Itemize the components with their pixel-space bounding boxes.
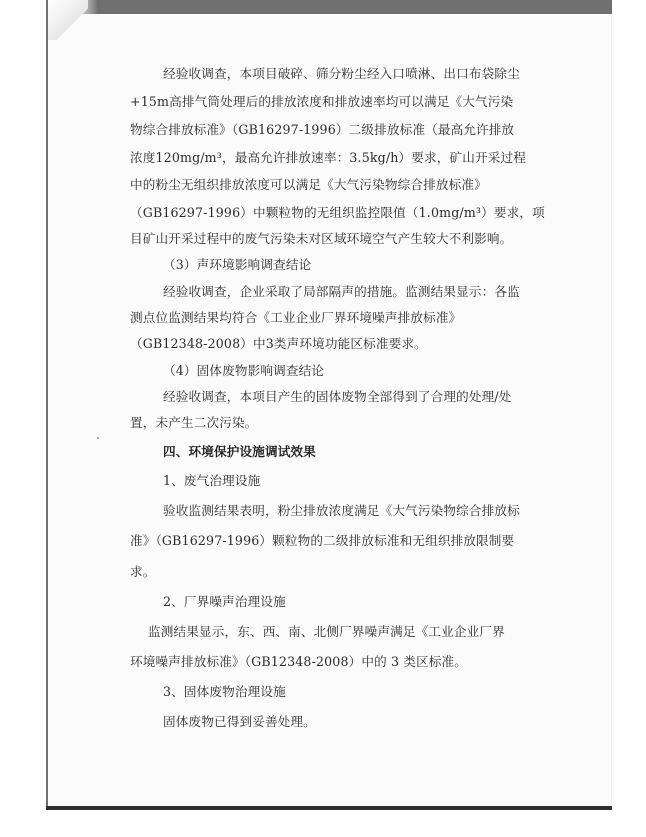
item-title-exhaust: 1、废气治理设施	[163, 473, 261, 488]
scan-speck	[97, 437, 99, 439]
page-top-shadow	[58, 0, 612, 14]
paragraph-line: （GB16297-1996）中颗粒物的无组织监控限值（1.0mg/m³）要求，项	[130, 205, 545, 220]
item-title-noise: 2、厂界噪声治理设施	[163, 594, 286, 609]
paragraph-line: 测点位监测结果均符合《工业企业厂界环境噪声排放标准》	[130, 310, 462, 325]
paragraph-line: 经验收调查，本项目破碎、筛分粉尘经入口喷淋、出口布袋除尘	[163, 66, 520, 81]
paragraph-line: 浓度120mg/m³，最高允许排放速率：3.5kg/h）要求，矿山开采过程	[130, 150, 526, 165]
paragraph-line: 监测结果显示，东、西、南、北侧厂界噪声满足《工业企业厂界	[148, 624, 505, 639]
item-title-solid-waste: 3、固体废物治理设施	[163, 684, 286, 699]
paragraph-line: 准》（GB16297-1996）颗粒物的二级排放标准和无组织排放限制要	[130, 533, 515, 548]
paragraph-line: 物综合排放标准》（GB16297-1996）二级排放标准（最高允许排放	[130, 122, 515, 137]
paragraph-line: 验收监测结果表明，粉尘排放浓度满足《大气污染物综合排放标	[163, 503, 520, 518]
paragraph-line: （GB12348-2008）中3类声环境功能区标准要求。	[130, 336, 427, 351]
subheading-solid-waste: （4）固体废物影响调查结论	[163, 363, 325, 378]
subheading-acoustic: （3）声环境影响调查结论	[163, 257, 312, 272]
paragraph-line: 环境噪声排放标准》（GB12348-2008）中的 3 类区标准。	[130, 654, 468, 669]
paragraph-line: 置，未产生二次污染。	[130, 415, 258, 430]
paragraph-line: 经验收调查，本项目产生的固体废物全部得到了合理的处理/处	[163, 389, 512, 404]
paragraph-line: 中的粉尘无组织排放浓度可以满足《大气污染物综合排放标准》	[130, 177, 487, 192]
section-heading: 四、环境保护设施调试效果	[163, 444, 316, 459]
page-left-edge	[46, 0, 48, 808]
page-corner-fold	[48, 0, 88, 40]
paragraph-line: +15m高排气筒处理后的排放浓度和排放速率均可以满足《大气污染	[130, 94, 514, 109]
paragraph-line: 经验收调查，企业采取了局部隔声的措施。监测结果显示：各监	[163, 284, 520, 299]
paragraph-line: 固体废物已得到妥善处理。	[163, 714, 316, 729]
page-bottom-edge	[46, 806, 612, 810]
paragraph-line: 求。	[130, 564, 156, 579]
paragraph-line: 目矿山开采过程中的废气污染未对区域环境空气产生较大不利影响。	[130, 231, 513, 246]
